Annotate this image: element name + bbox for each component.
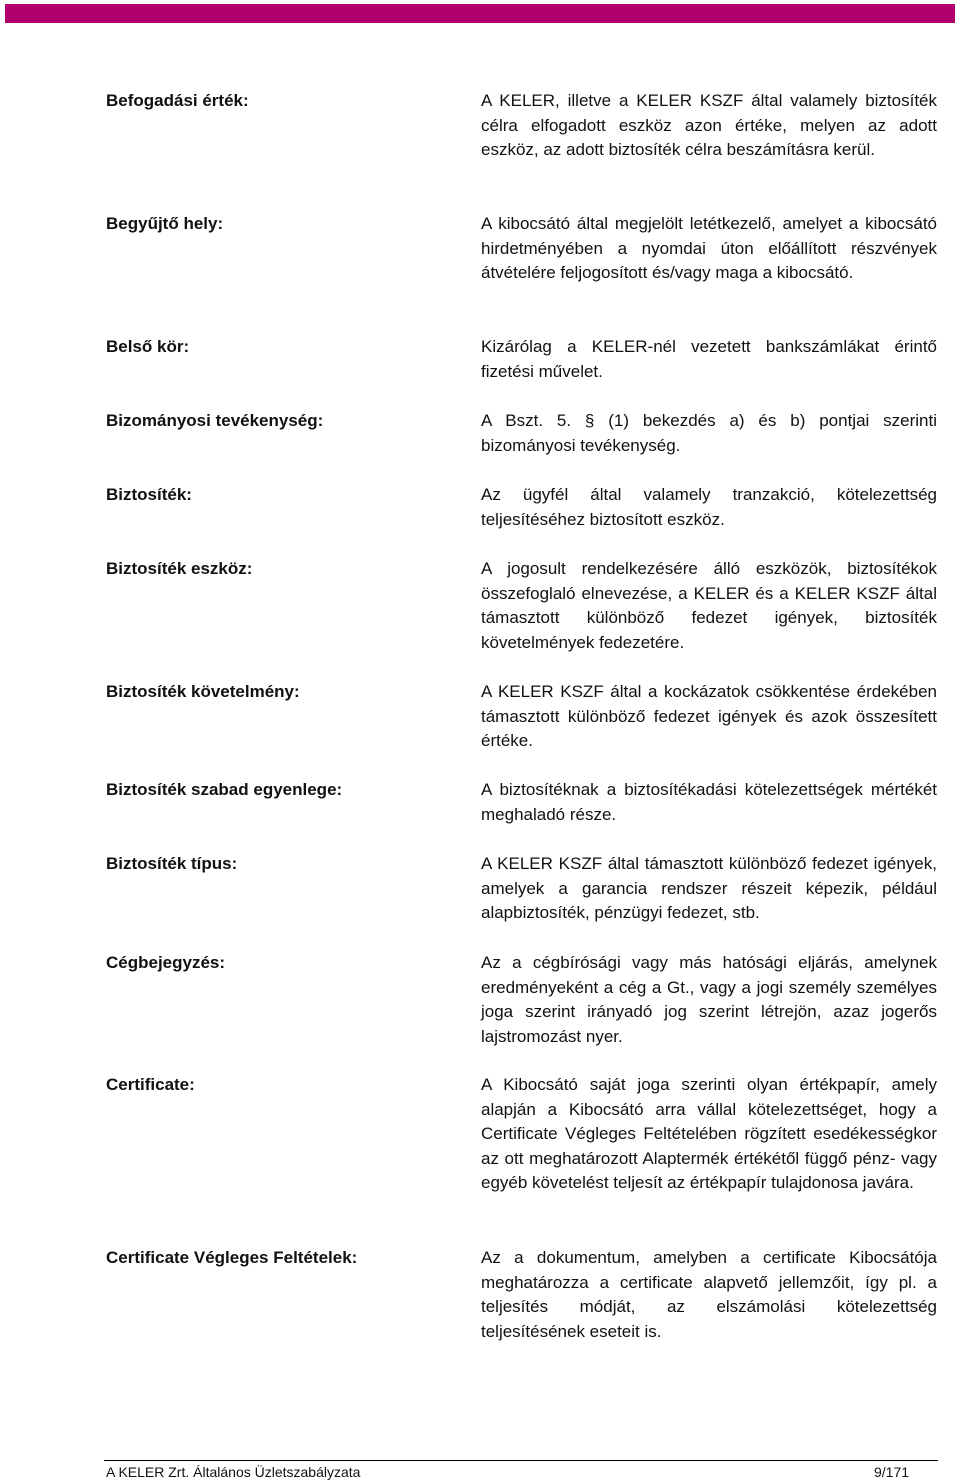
entry-term: Certificate: [106,1075,195,1094]
entry-definition: A KELER KSZF által a kockázatok csökkentése érdekében támasztott különböző fedezet igények és azok összesített értéke. [481,682,937,751]
entry-definition: A kibocsátó által megjelölt letétkezelő, amelyet a kibocsátó hirdetményében a nyomdai úton előállított részvények átvételére feljogosított és/vagy maga a kibocsátó. [481,214,937,283]
footer-divider [104,1460,938,1461]
entry-definition: A Bszt. 5. § (1) bekezdés a) és b) pontjai szerinti bizományosi tevékenység. [481,411,937,455]
entry-definition: A Kibocsátó saját joga szerinti olyan értékpapír, amely alapján a Kibocsátó arra vállal kötelezettséget, hogy a Certificate Végleges Feltételében rögzített esedékességkor az ott meghatározott Alaptermék értékétől függő pénz- vagy egyéb követelést teljesít az értékpapír tulajdonosa javára. [481,1075,937,1193]
entry-definition: A KELER, illetve a KELER KSZF által valamely biztosíték célra elfogadott eszköz azon értéke, melyen az adott eszköz, az adott biztosíték célra beszámításra kerül. [481,91,937,160]
entry-term: Biztosíték követelmény: [106,682,300,701]
footer-page-number: 9/171 [874,1464,910,1480]
entry-term: Belső kör: [106,337,190,356]
header-accent-bar [5,4,955,23]
entry-term: Biztosíték típus: [106,854,238,873]
entry-term: Biztosíték eszköz: [106,559,253,578]
entry-definition: A jogosult rendelkezésére álló eszközök, biztosítékok összefoglaló elnevezése, a KELER és a KELER KSZF által támasztott különböző fedezet igények, biztosíték követelmények fedezetére. [481,559,937,652]
entry-definition: Az ügyfél által valamely tranzakció, kötelezettség teljesítéséhez biztosított eszköz. [481,485,937,529]
entry-term: Befogadási érték: [106,91,249,110]
footer-document-title: A KELER Zrt. Általános Üzletszabályzata [106,1464,361,1480]
entry-term: Biztosíték: [106,485,192,504]
entry-definition: Kizárólag a KELER-nél vezetett bankszámlákat érintő fizetési művelet. [481,337,937,381]
entry-definition: Az a dokumentum, amelyben a certificate Kibocsátója meghatározza a certificate alapvető jellemzőit, így pl. a teljesítés módját, az elszámolási kötelezettség teljesítésének eseteit is. [481,1248,937,1341]
entry-definition: Az a cégbírósági vagy más hatósági eljárás, amelynek eredményeként a cég a Gt., vagy a jogi személy személyes joga szerint irányadó jog szerint létrejön, azaz jogerős lajstromozást nyer. [481,953,937,1046]
entry-term: Cégbejegyzés: [106,953,226,972]
entry-term: Bizományosi tevékenység: [106,411,324,430]
entry-definition: A biztosítéknak a biztosítékadási kötelezettségek mértékét meghaladó része. [481,780,937,824]
entry-term: Certificate Végleges Feltételek: [106,1248,358,1267]
entry-term: Begyűjtő hely: [106,214,224,233]
entry-term: Biztosíték szabad egyenlege: [106,780,343,799]
entry-definition: A KELER KSZF által támasztott különböző fedezet igények, amelyek a garancia rendszer részeit képezik, például alapbiztosíték, pénzügyi fedezet, stb. [481,854,937,923]
